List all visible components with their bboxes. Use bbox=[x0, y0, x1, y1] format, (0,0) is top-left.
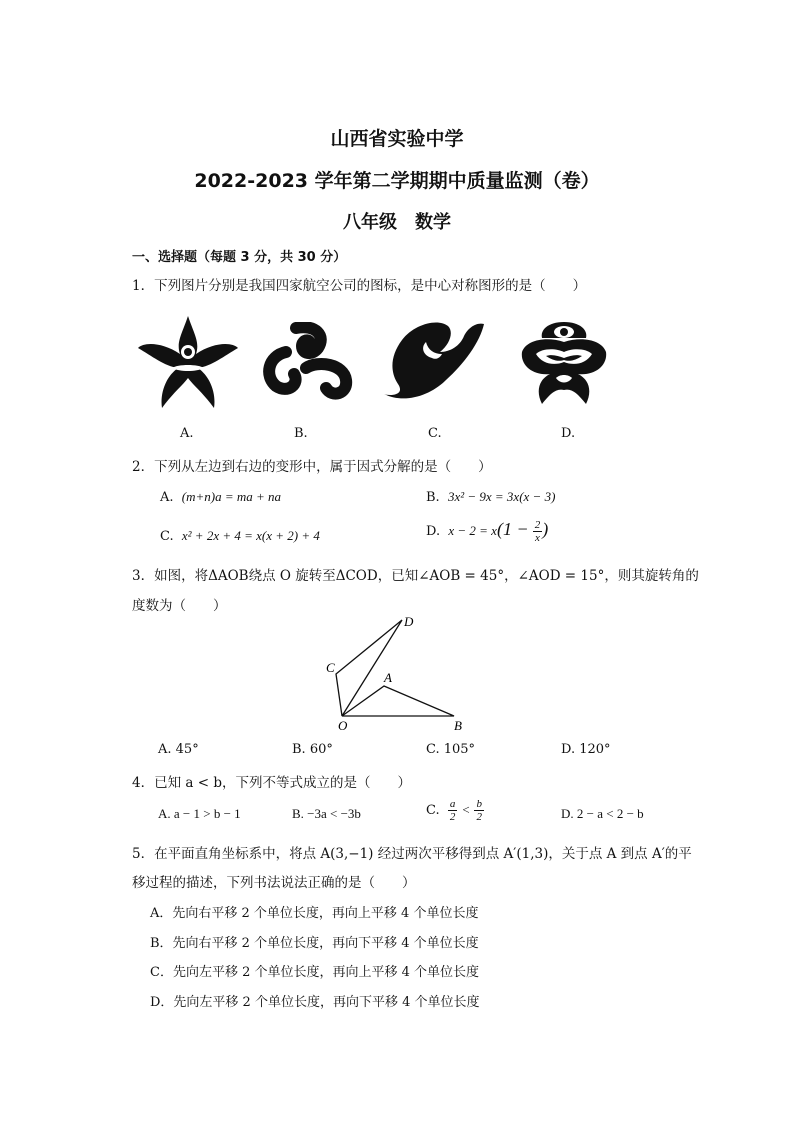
q5-stem-line2: 移过程的描述，下列书法说法正确的是（ ） bbox=[132, 875, 416, 891]
q4-option-c-lt: < bbox=[461, 802, 471, 817]
q2-option-d-fraction bbox=[533, 519, 543, 544]
q2-option-a-text: (m+n)a = ma + na bbox=[181, 489, 282, 504]
q1-label-a: A. bbox=[180, 426, 194, 441]
q2-option-c-label: C. bbox=[160, 529, 174, 544]
point-label-b: B bbox=[454, 718, 462, 733]
q3-option-b: B. 60° bbox=[292, 742, 333, 757]
q4-frac-a bbox=[448, 798, 458, 823]
q2-option-d bbox=[426, 519, 548, 544]
q2-option-d-num: 2 bbox=[534, 519, 541, 531]
q2-stem: 2．下列从左边到右边的变形中，属于因式分解的是（ ） bbox=[132, 459, 492, 475]
q4-frac-b-num: b bbox=[476, 798, 482, 810]
point-label-o: O bbox=[338, 718, 348, 733]
q5-option-c: C．先向左平移 2 个单位长度，再向上平移 4 个单位长度 bbox=[150, 965, 480, 980]
q1-label-d: D. bbox=[561, 426, 576, 441]
q3-option-a: A. 45° bbox=[158, 742, 199, 757]
q2-option-d-den: x bbox=[535, 532, 540, 544]
point-label-c: C bbox=[326, 660, 335, 675]
q4-option-c bbox=[426, 798, 484, 823]
section-title: 一、选择题（每题 3 分，共 30 分） bbox=[132, 250, 347, 265]
point-label-d: D bbox=[404, 614, 414, 629]
subject-title: 八年级 数学 bbox=[343, 212, 451, 233]
q2-option-b-label: B. bbox=[426, 490, 440, 505]
school-title: 山西省实验中学 bbox=[330, 128, 464, 150]
q4-frac-b-den: 2 bbox=[476, 811, 482, 823]
q2-option-b bbox=[426, 489, 555, 505]
q1-label-b: B. bbox=[294, 426, 308, 441]
q3-option-c: C. 105° bbox=[426, 742, 476, 757]
exam-title: 2022-2023 学年第二学期期中质量监测（卷） bbox=[194, 170, 600, 192]
q3-stem-line1: 3．如图，将ΔAOB绕点 O 旋转至ΔCOD，已知∠AOB = 45°，∠AOD = 15°，则其旋转角的 bbox=[132, 568, 699, 584]
q2-option-d-paren-r: ) bbox=[542, 519, 549, 539]
q1-stem: 1．下列图片分别是我国四家航空公司的图标，是中心对称图形的是（ ） bbox=[132, 278, 587, 294]
q4-option-c-label: C. bbox=[426, 803, 440, 818]
q4-option-a: A. a − 1 > b − 1 bbox=[158, 806, 241, 821]
q2-option-d-left: x − 2 = x bbox=[448, 523, 497, 538]
q5-option-d: D．先向左平移 2 个单位长度，再向下平移 4 个单位长度 bbox=[150, 995, 480, 1010]
q3-option-d: D. 120° bbox=[561, 742, 611, 757]
q5-option-a: A．先向右平移 2 个单位长度，再向上平移 4 个单位长度 bbox=[150, 906, 479, 921]
q2-option-c-text: x² + 2x + 4 = x(x + 2) + 4 bbox=[181, 528, 320, 543]
q5-option-b: B．先向右平移 2 个单位长度，再向下平移 4 个单位长度 bbox=[150, 936, 479, 951]
q2-option-a bbox=[160, 489, 281, 505]
q4-option-b: B. −3a < −3b bbox=[292, 806, 361, 821]
logo-c-icon bbox=[380, 318, 490, 402]
q2-option-d-paren-l: (1 − bbox=[496, 519, 529, 539]
q4-option-d: D. 2 − a < 2 − b bbox=[561, 806, 644, 821]
logo-d-icon bbox=[516, 318, 612, 410]
logo-b-icon bbox=[256, 322, 356, 402]
point-label-a: A bbox=[384, 670, 392, 685]
q5-stem-line1: 5．在平面直角坐标系中，将点 A(3,−1) 经过两次平移得到点 A′(1,3)，关于点 A 到点 A′的平 bbox=[132, 846, 692, 862]
logo-a-icon bbox=[134, 312, 242, 412]
q4-frac-a-den: 2 bbox=[449, 811, 456, 823]
q4-frac-a-num: a bbox=[449, 798, 456, 810]
q1-label-c: C. bbox=[428, 426, 442, 441]
q2-option-c bbox=[160, 528, 320, 544]
q2-option-a-label: A. bbox=[160, 490, 174, 505]
q2-option-d-label: D. bbox=[426, 524, 441, 539]
q4-frac-b bbox=[474, 798, 484, 823]
q3-stem-line2: 度数为（ ） bbox=[132, 598, 227, 614]
q2-option-b-text: 3x² − 9x = 3x(x − 3) bbox=[447, 489, 556, 504]
q3-rotation-diagram bbox=[318, 610, 478, 734]
q4-stem: 4．已知 a < b，下列不等式成立的是（ ） bbox=[132, 775, 411, 791]
